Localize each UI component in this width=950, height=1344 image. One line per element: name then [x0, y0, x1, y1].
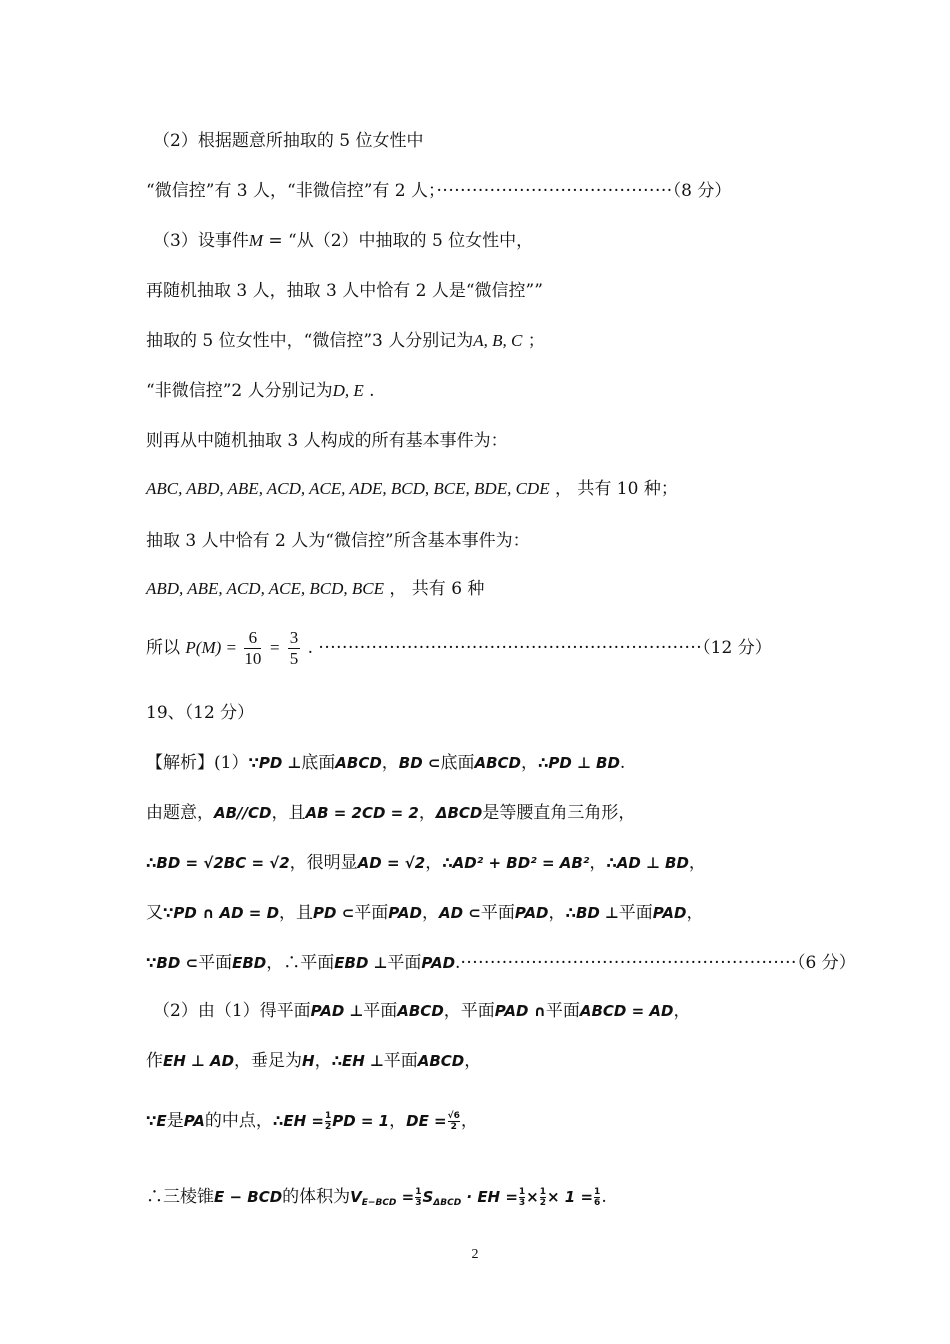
math-expression: ΔBCD [435, 804, 483, 822]
math-expression: AD = √2 [357, 854, 426, 872]
page-number: 2 [471, 1247, 479, 1262]
leader-dots: ········································ [436, 181, 673, 201]
text-span: ， [314, 1051, 332, 1071]
math-expression: ABCD = AD [579, 1002, 674, 1020]
text-span: ， [464, 1051, 482, 1071]
math-expression: EH ⊥ AD [163, 1052, 235, 1070]
text-span: “非微信控”2 人分别记为 [146, 381, 333, 401]
text-span: ， [589, 853, 607, 873]
q19-line4 [146, 902, 703, 924]
text-span: 平面 [383, 1051, 418, 1071]
text-span: 1 [324, 1111, 332, 1121]
fraction-sqrt6-2 [448, 1111, 460, 1132]
math-expression: PD ⊂ [313, 904, 355, 922]
text-span: “微信控”有 3 人，“非微信控”有 2 人； [146, 181, 437, 201]
text-span: ， [673, 1001, 691, 1021]
math-expression: = [396, 1188, 415, 1206]
text-span: 底面 [301, 753, 336, 773]
text-span: 底面 [440, 753, 475, 773]
leader-dots: ································································· [318, 638, 703, 658]
q19-line5 [146, 952, 856, 974]
math-expression: PAD [514, 904, 549, 922]
text-span: . [455, 953, 461, 973]
text-span: ∴三棱锥 [146, 1187, 214, 1207]
text-span: 6 [594, 1198, 601, 1208]
text-span: . [363, 381, 375, 401]
q19-part2-line1 [153, 1000, 690, 1022]
text-span: 平面 [480, 903, 515, 923]
text-span: 2 [450, 1122, 457, 1132]
math-expression: PAD [388, 904, 422, 922]
text-span: 的中点， [204, 1111, 273, 1131]
text-span: 2 [324, 1122, 332, 1132]
math-expression: PAD ⊥ [310, 1002, 364, 1020]
text-span: . [601, 1187, 607, 1207]
math-expression: ∴EH = [272, 1112, 324, 1130]
text-span: 1 [539, 1187, 547, 1197]
text-span: ， [425, 853, 443, 873]
math-expression: ABCD [417, 1052, 465, 1070]
text-span: √6 [447, 1111, 460, 1121]
text-span: 10 [244, 649, 262, 668]
math-expression: EBD [232, 954, 267, 972]
fraction-3-5 [288, 628, 301, 669]
score-label: （6 分） [796, 953, 856, 973]
text-span: 1 [594, 1187, 601, 1197]
math-expression: PD = 1 [332, 1112, 390, 1130]
math-expression: = [268, 638, 281, 657]
part2-line1 [153, 130, 423, 152]
math-expression: ∵E [146, 1112, 167, 1130]
text-span: ， [418, 803, 436, 823]
text-span: 3 [289, 628, 299, 647]
text-span: 3 [518, 1198, 526, 1208]
text-span: ，很明显 [289, 853, 358, 873]
math-expression: ∴PD ⊥ BD [538, 754, 620, 772]
text-span: ΔBCD [433, 1198, 462, 1208]
part3-line6 [146, 478, 678, 500]
math-expression: ABD, ABE, ACD, ACE, BCD, BCE [146, 579, 384, 598]
q19-header [146, 702, 254, 724]
text-span: 则再从中随机抽取 3 人构成的所有基本事件为： [146, 431, 508, 451]
math-expression: × [526, 1188, 539, 1206]
text-span: 平面 [198, 953, 233, 973]
text-span: ， [521, 753, 538, 773]
fraction-1-3-b [519, 1187, 525, 1208]
text-span: ， [389, 1111, 407, 1131]
text-span: 是等腰直角三角形， [482, 803, 636, 823]
text-span: ， [686, 903, 704, 923]
part3-line5 [146, 430, 508, 452]
text-span: 5 [289, 649, 299, 668]
q19-line3 [146, 852, 706, 874]
math-expression: A, B, C [473, 331, 523, 350]
math-expression: PAD [421, 954, 456, 972]
text-span: 平面 [618, 903, 653, 923]
math-expression: ABCD [474, 754, 521, 772]
q19-part2-line4 [146, 1186, 607, 1214]
text-span: 再随机抽取 3 人，抽取 3 人中恰有 2 人是“微信控”” [146, 281, 543, 301]
math-expression: ∴BD ⊥ [565, 904, 619, 922]
part3-line7 [146, 530, 530, 552]
math-expression: ∵BD ⊂ [146, 954, 199, 972]
math-expression: H [302, 1052, 315, 1070]
text-span: ， 共有 10 种； [549, 479, 678, 499]
part3-line1 [153, 230, 533, 252]
math-expression: PAD [652, 904, 687, 922]
text-span: 作 [146, 1051, 163, 1071]
text-span: 抽取 3 人中恰有 2 人为“微信控”所含基本事件为： [146, 531, 530, 551]
math-expression: PAD ∩ [494, 1002, 546, 1020]
text-span: 又 [146, 903, 163, 923]
math-expression: ∵PD ∩ AD = D [163, 904, 280, 922]
math-expression: ABCD [335, 754, 382, 772]
text-span: 19、（12 分） [146, 703, 255, 723]
math-expression: PA [183, 1112, 205, 1130]
text-span: ，平面 [443, 1001, 495, 1021]
math-expression: · EH = [461, 1188, 518, 1206]
q19-part2-line2 [146, 1050, 481, 1072]
q19-line2 [146, 802, 635, 824]
text-span: 抽取的 5 位女性中，“微信控”3 人分别记为 [146, 331, 474, 351]
score-label: （12 分） [702, 638, 772, 658]
math-expression: S [422, 1188, 434, 1206]
math-expression: DE = [406, 1112, 447, 1130]
math-expression: AB = 2CD = 2 [305, 804, 419, 822]
math-expression: BD ⊂ [398, 754, 441, 772]
text-span: 平面 [354, 903, 389, 923]
math-expression: ∴EH ⊥ [331, 1052, 384, 1070]
text-span: 2 [539, 1198, 547, 1208]
text-span: . [307, 638, 314, 658]
text-span: （2）根据题意所抽取的 5 位女性中 [153, 131, 424, 151]
text-span: ， [421, 903, 439, 923]
math-expression: M [248, 231, 263, 250]
text-span: ， [381, 753, 399, 773]
text-span: 的体积为 [282, 1187, 351, 1207]
part2-line2 [146, 180, 731, 202]
text-span: ，且 [271, 803, 306, 823]
fraction-1-3 [415, 1187, 421, 1208]
math-expression: P(M) = [185, 638, 237, 657]
text-span: 平面 [363, 1001, 398, 1021]
text-span: ，∴平面 [266, 953, 335, 973]
text-span: ， [460, 1111, 478, 1131]
text-span: 6 [244, 628, 261, 649]
text-span: 由题意， [146, 803, 214, 823]
probability-line [146, 622, 772, 674]
text-span: 平面 [387, 953, 422, 973]
text-span: 3 [415, 1198, 422, 1208]
math-expression: ∴AD² + BD² = AB² [442, 854, 590, 872]
math-expression: ABCD [397, 1002, 444, 1020]
text-span: ； [522, 331, 545, 351]
q19-line1 [146, 752, 625, 774]
leader-dots: ························································· [460, 953, 797, 973]
part3-line8 [146, 578, 484, 600]
text-span: 1 [518, 1187, 526, 1197]
score-label: （8 分） [672, 181, 732, 201]
math-expression: D, E [332, 381, 364, 400]
part3-line4 [146, 380, 375, 402]
fraction-1-2 [325, 1111, 331, 1132]
text-span: （3）设事件 [153, 231, 249, 251]
text-span: E−BCD [361, 1198, 397, 1208]
math-expression: ABC, ABD, ABE, ACD, ACE, ADE, BCD, BCE, BDE, CDE [146, 479, 550, 498]
text-span: ， 共有 6 种 [384, 579, 485, 599]
part3-line3 [146, 330, 545, 352]
math-expression: AD ⊂ [438, 904, 481, 922]
text-span: ，且 [279, 903, 314, 923]
text-span: ，垂足为 [234, 1051, 303, 1071]
text-span: 【解析】(1） [146, 753, 249, 773]
math-expression: EBD ⊥ [334, 954, 388, 972]
text-span: 1 [415, 1187, 422, 1197]
math-expression: ∴BD = √2BC = √2 [146, 854, 290, 872]
math-expression: V [350, 1188, 362, 1206]
fraction-1-2-b [540, 1187, 546, 1208]
text-span: 所以 [146, 638, 180, 658]
text-span: ， [688, 853, 706, 873]
fraction-6-10 [244, 628, 261, 669]
text-span: 平面 [545, 1001, 580, 1021]
math-expression: E − BCD [214, 1188, 283, 1206]
math-expression: × 1 = [547, 1188, 594, 1206]
fraction-1-6 [594, 1187, 600, 1208]
text-span: . [619, 753, 626, 773]
math-expression: ∵PD ⊥ [248, 754, 302, 772]
text-span: = “从（2）中抽取的 5 位女性中， [263, 231, 534, 251]
text-span: 是 [166, 1111, 184, 1131]
math-expression: AB//CD [214, 804, 272, 822]
q19-part2-line3 [146, 1110, 478, 1132]
math-expression: ∴AD ⊥ BD [606, 854, 689, 872]
part3-line2 [146, 280, 543, 302]
text-span: ， [548, 903, 566, 923]
text-span: （2）由（1）得平面 [153, 1001, 311, 1021]
